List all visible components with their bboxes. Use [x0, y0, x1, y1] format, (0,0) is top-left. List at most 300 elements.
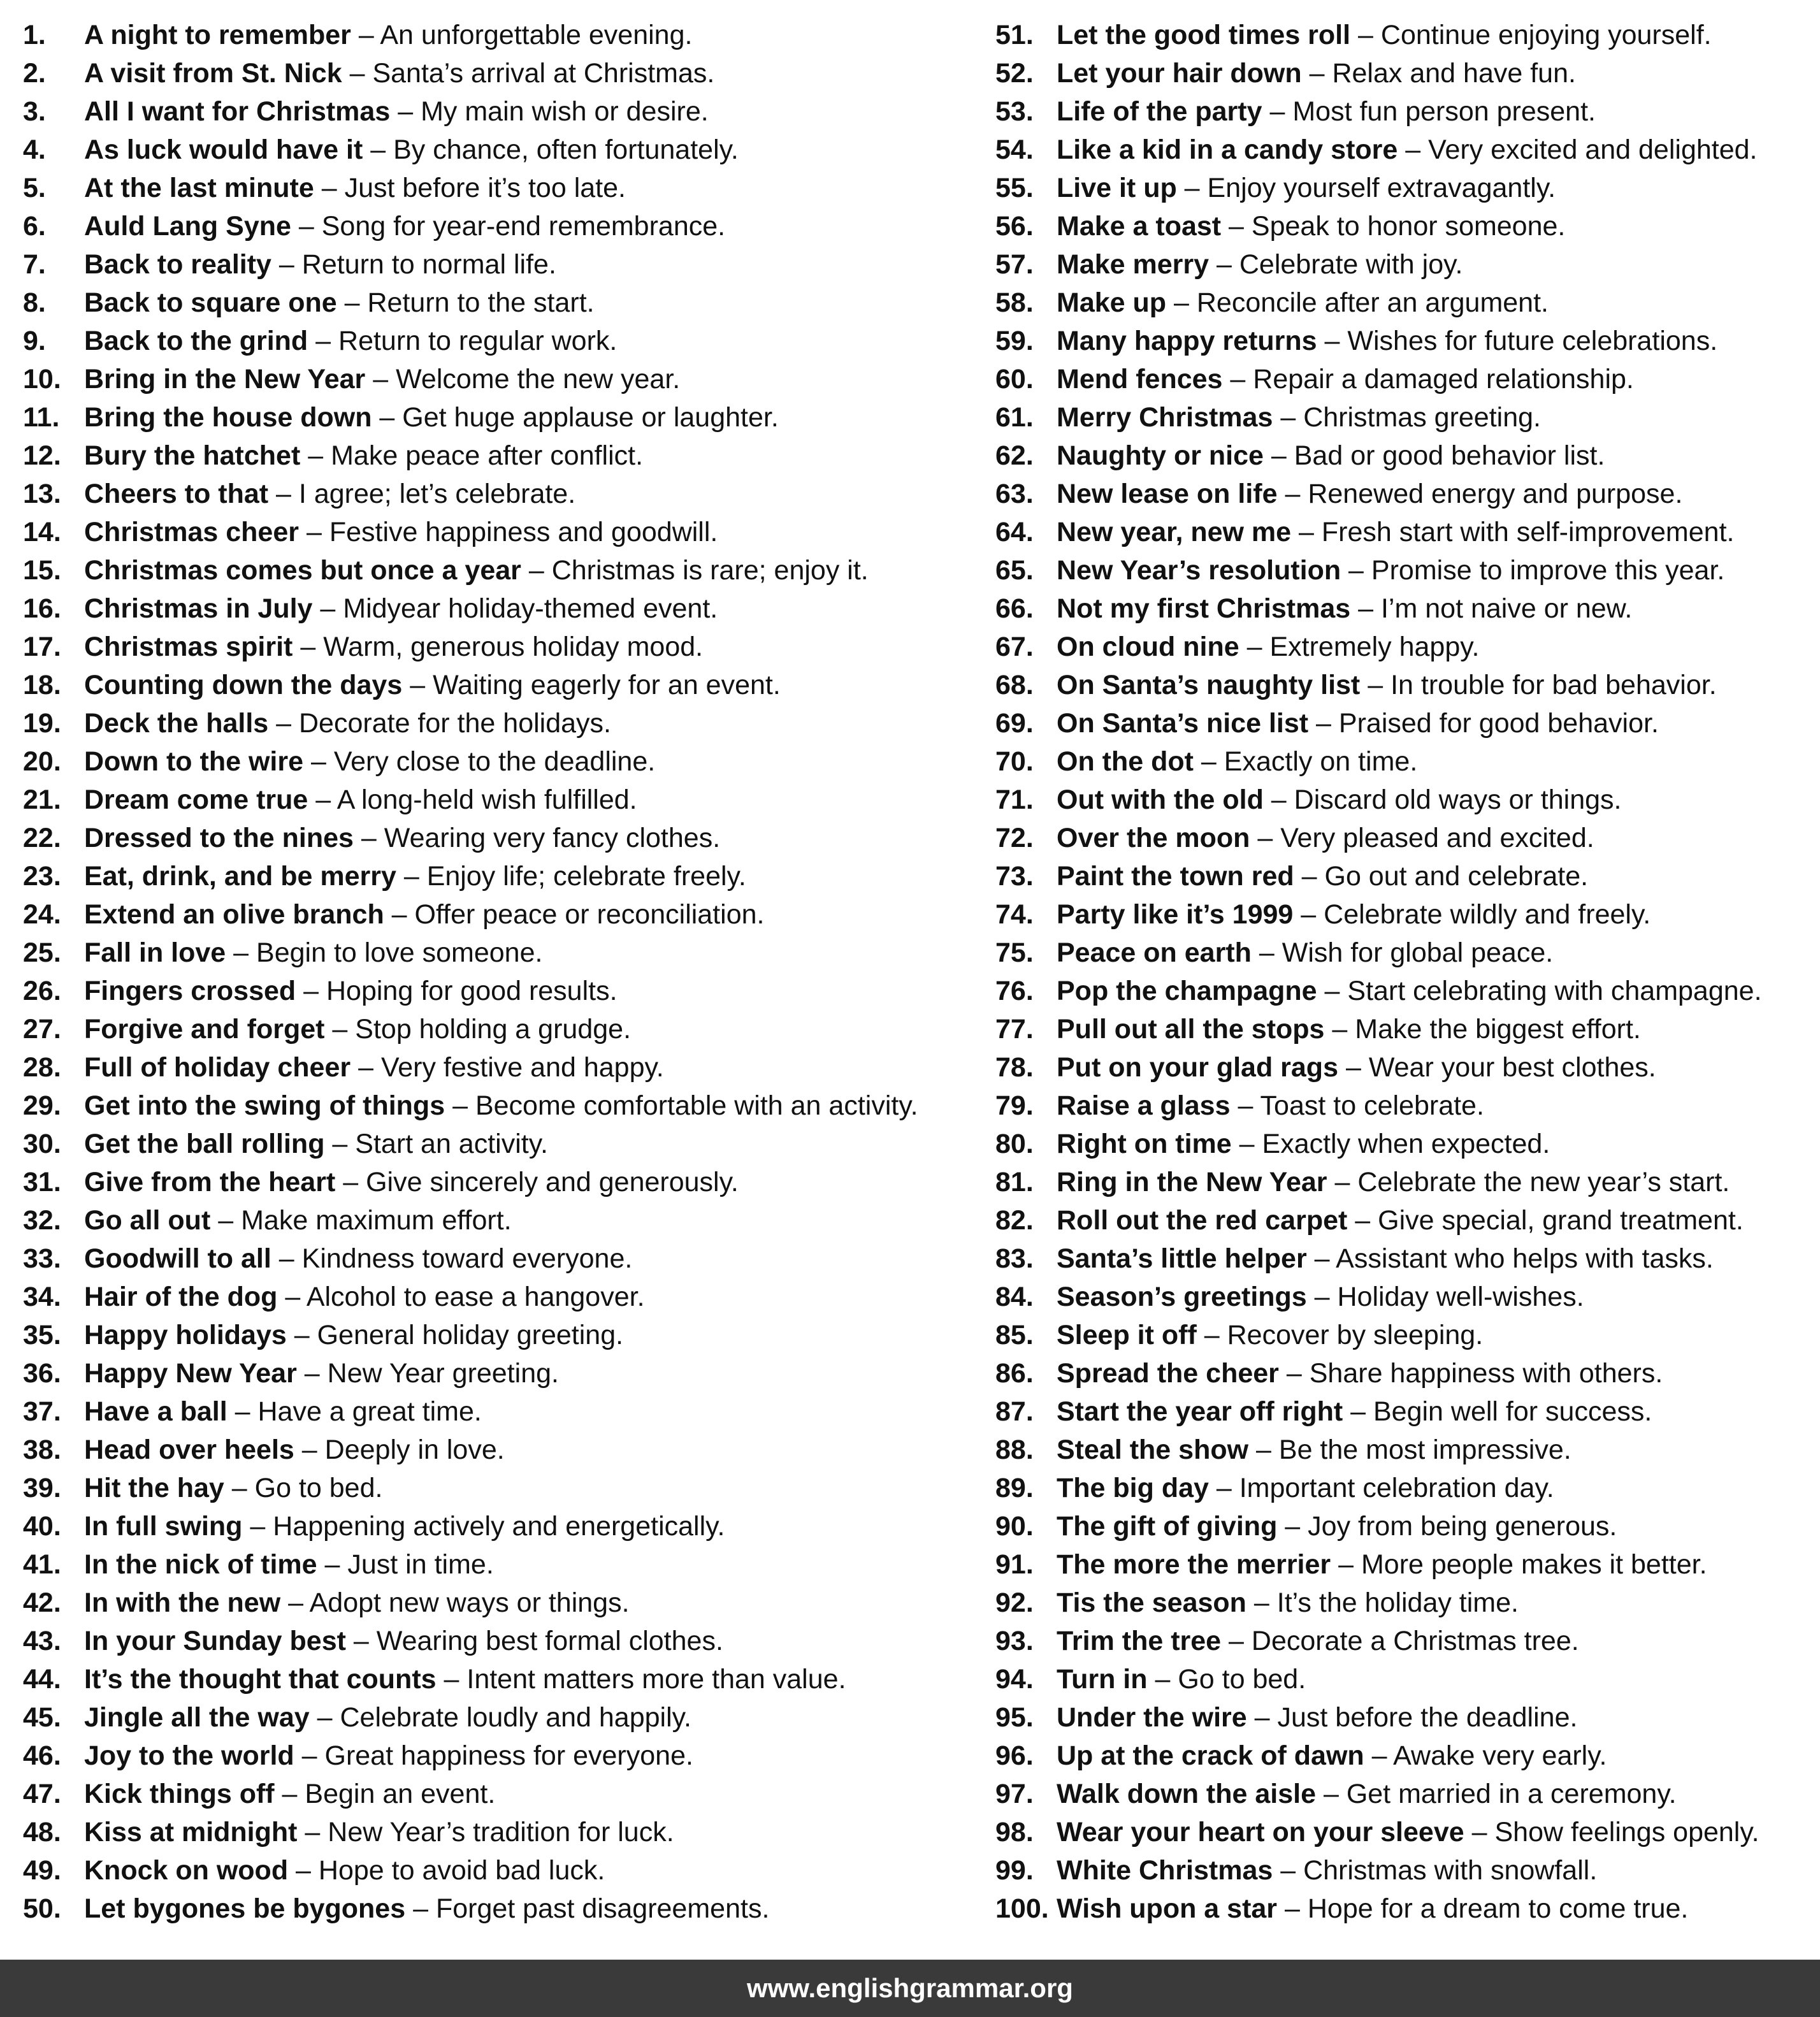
idiom-definition: Recover by sleeping. [1227, 1319, 1484, 1350]
idiom-definition: Great happiness for everyone. [324, 1740, 693, 1771]
idiom-text [1057, 1704, 1577, 1731]
idiom-list-left [23, 16, 966, 1928]
idiom-definition: Fresh start with self-improvement. [1321, 516, 1735, 547]
footer-bar [0, 1960, 1820, 2017]
idiom-definition: Forget past disagreements. [435, 1893, 770, 1924]
idiom-separator: – [384, 899, 415, 930]
idiom-item [995, 1354, 1817, 1392]
idiom-number: 80. [995, 1128, 1034, 1159]
idiom-number: 9. [23, 325, 46, 356]
idiom-separator: – [297, 1816, 328, 1847]
idiom-definition: New Year’s tradition for luck. [328, 1816, 674, 1847]
idiom-definition: Very festive and happy. [380, 1052, 664, 1083]
idiom-item [23, 360, 966, 398]
idiom-text [1057, 633, 1480, 661]
idiom-phrase: Wish upon a star [1057, 1893, 1278, 1924]
idiom-separator: – [317, 1549, 348, 1580]
idiom-definition: Make peace after conflict. [331, 440, 644, 471]
idiom-text [84, 1742, 693, 1770]
idiom-number: 20. [23, 746, 61, 777]
idiom-separator: – [268, 707, 299, 739]
idiom-item [23, 972, 966, 1010]
idiom-number: 66. [995, 593, 1034, 624]
idiom-separator: – [1350, 593, 1381, 624]
idiom-text [84, 1398, 482, 1426]
idiom-text [84, 1510, 725, 1542]
idiom-phrase: Christmas comes but once a year [84, 554, 521, 586]
idiom-definition: Warm, generous holiday mood. [323, 631, 704, 662]
idiom-definition: Alcohol to ease a hangover. [306, 1281, 645, 1312]
idiom-item [23, 1622, 966, 1660]
idiom-definition: Awake very early. [1393, 1740, 1607, 1771]
idiom-item [995, 1240, 1817, 1278]
idiom-number: 53. [995, 96, 1034, 127]
idiom-separator: – [1317, 975, 1348, 1006]
idiom-item [23, 1048, 966, 1087]
idiom-item [995, 895, 1817, 934]
idiom-phrase: Deck the halls [84, 707, 269, 739]
idiom-separator: – [1301, 57, 1332, 89]
idiom-definition: Christmas is rare; enjoy it. [551, 554, 869, 586]
idiom-item [23, 666, 966, 704]
idiom-item [995, 1201, 1817, 1240]
idiom-item [995, 1278, 1817, 1316]
idiom-separator: – [1246, 1587, 1277, 1618]
idiom-item [23, 322, 966, 360]
idiom-text [84, 1551, 494, 1579]
idiom-definition: Wearing very fancy clothes. [384, 822, 721, 853]
idiom-text [84, 860, 746, 892]
idiom-item [23, 475, 966, 513]
idiom-number: 5. [23, 172, 46, 203]
idiom-item [995, 742, 1817, 781]
idiom-separator: – [1221, 1625, 1252, 1656]
idiom-separator: – [1176, 172, 1208, 203]
idiom-definition: I agree; let’s celebrate. [298, 478, 576, 509]
idiom-definition: Speak to honor someone. [1251, 210, 1566, 242]
idiom-separator: – [1316, 1778, 1347, 1809]
idiom-item [995, 1316, 1817, 1354]
idiom-definition: Start celebrating with champagne. [1347, 975, 1762, 1006]
idiom-number: 76. [995, 975, 1034, 1006]
idiom-definition: Be the most impressive. [1278, 1434, 1571, 1465]
idiom-number: 16. [23, 593, 61, 624]
idiom-phrase: Up at the crack of dawn [1057, 1740, 1364, 1771]
idiom-number: 85. [995, 1319, 1034, 1350]
idiom-separator: – [1327, 1166, 1358, 1197]
idiom-number: 60. [995, 363, 1034, 394]
idiom-item [995, 437, 1817, 475]
idiom-phrase: Go all out [84, 1204, 211, 1236]
idiom-definition: Discard old ways or things. [1294, 784, 1622, 815]
idiom-phrase: Cheers to that [84, 478, 269, 509]
idiom-number: 52. [995, 57, 1034, 89]
idiom-text [84, 478, 576, 509]
idiom-item [995, 475, 1817, 513]
idiom-number: 67. [995, 631, 1034, 662]
idiom-item [995, 819, 1817, 857]
idiom-text [84, 1436, 505, 1464]
idiom-separator: – [1230, 1090, 1260, 1121]
idiom-phrase: In full swing [84, 1510, 243, 1542]
idiom-separator: – [1278, 1357, 1310, 1389]
idiom-text [1057, 822, 1594, 853]
idiom-text [84, 1895, 769, 1923]
idiom-definition: Show feelings openly. [1494, 1816, 1759, 1847]
idiom-text [1057, 786, 1621, 814]
idiom-phrase: Auld Lang Syne [84, 210, 291, 242]
idiom-item [995, 1392, 1817, 1431]
idiom-item [23, 1469, 966, 1507]
idiom-item [995, 245, 1817, 284]
idiom-text [84, 1589, 630, 1617]
idiom-phrase: Pull out all the stops [1057, 1013, 1325, 1045]
idiom-definition: In trouble for bad behavior. [1390, 669, 1717, 700]
idiom-text [84, 786, 637, 814]
idiom-definition: Promise to improve this year. [1371, 554, 1725, 586]
idiom-text [84, 363, 681, 394]
idiom-definition: General holiday greeting. [317, 1319, 624, 1350]
idiom-number: 87. [995, 1396, 1034, 1427]
idiom-separator: – [303, 746, 334, 777]
idiom-item [995, 551, 1817, 589]
idiom-item [995, 1010, 1817, 1048]
idiom-number: 91. [995, 1549, 1034, 1580]
idiom-phrase: Put on your glad rags [1057, 1052, 1338, 1083]
idiom-item [995, 1469, 1817, 1507]
idiom-phrase: Roll out the red carpet [1057, 1204, 1348, 1236]
idiom-separator: – [405, 1893, 436, 1924]
idiom-definition: Intent matters more than value. [466, 1663, 846, 1695]
idiom-phrase: On cloud nine [1057, 631, 1239, 662]
idiom-number: 98. [995, 1816, 1034, 1847]
idiom-text [84, 1625, 723, 1656]
idiom-number: 18. [23, 669, 61, 700]
idiom-item [995, 1431, 1817, 1469]
idiom-text [1057, 478, 1683, 509]
idiom-item [23, 1813, 966, 1851]
idiom-item [995, 284, 1817, 322]
idiom-separator: – [299, 516, 329, 547]
idiom-phrase: New Year’s resolution [1057, 554, 1341, 586]
idiom-item [995, 322, 1817, 360]
idiom-phrase: Season’s greetings [1057, 1281, 1307, 1312]
idiom-phrase: Fingers crossed [84, 975, 296, 1006]
idiom-phrase: Counting down the days [84, 669, 403, 700]
idiom-number: 82. [995, 1204, 1034, 1236]
idiom-phrase: Life of the party [1057, 96, 1262, 127]
idiom-definition: Just before it’s too late. [344, 172, 626, 203]
idiom-definition: Hoping for good results. [326, 975, 618, 1006]
idiom-definition: Share happiness with others. [1309, 1357, 1663, 1389]
idiom-number: 11. [23, 401, 60, 433]
idiom-separator: – [1306, 1281, 1338, 1312]
idiom-separator: – [1343, 1396, 1373, 1427]
idiom-phrase: Wear your heart on your sleeve [1057, 1816, 1464, 1847]
idiom-separator: – [271, 249, 302, 280]
idiom-number: 51. [995, 19, 1034, 50]
idiom-definition: Festive happiness and goodwill. [329, 516, 718, 547]
idiom-item [995, 1048, 1817, 1087]
idiom-separator: – [353, 822, 384, 853]
idiom-phrase: Kiss at midnight [84, 1816, 298, 1847]
idiom-text [84, 939, 542, 967]
idiom-item [23, 1392, 966, 1431]
idiom-phrase: Like a kid in a candy store [1057, 134, 1398, 165]
idiom-number: 29. [23, 1090, 61, 1121]
idiom-number: 7. [23, 249, 46, 280]
idiom-item [23, 284, 966, 322]
idiom-number: 34. [23, 1281, 61, 1312]
idiom-definition: Make maximum effort. [241, 1204, 512, 1236]
idiom-separator: – [300, 440, 331, 471]
idiom-definition: Very excited and delighted. [1428, 134, 1758, 165]
idiom-definition: My main wish or desire. [421, 96, 709, 127]
idiom-number: 43. [23, 1625, 61, 1656]
idiom-phrase: At the last minute [84, 172, 314, 203]
idiom-item [995, 1087, 1817, 1125]
idiom-number: 32. [23, 1204, 61, 1236]
idiom-phrase: Spread the cheer [1057, 1357, 1279, 1389]
idiom-phrase: Bring the house down [84, 401, 372, 433]
idiom-number: 13. [23, 478, 61, 509]
idiom-number: 35. [23, 1319, 61, 1350]
idiom-text [1057, 1357, 1663, 1389]
idiom-number: 68. [995, 669, 1034, 700]
idiom-separator: – [336, 287, 368, 318]
idiom-number: 27. [23, 1013, 61, 1045]
idiom-number: 58. [995, 287, 1034, 318]
idiom-text [1057, 1742, 1607, 1770]
idiom-item [23, 1775, 966, 1813]
idiom-separator: – [294, 1434, 325, 1465]
idiom-phrase: Mend fences [1057, 363, 1223, 394]
idiom-phrase: Let your hair down [1057, 57, 1302, 89]
idiom-text [1057, 1319, 1484, 1350]
idiom-definition: Celebrate loudly and happily. [340, 1702, 691, 1733]
idiom-number: 10. [23, 363, 61, 394]
idiom-text [84, 1854, 605, 1886]
idiom-number: 62. [995, 440, 1034, 471]
idiom-definition: Bad or good behavior list. [1294, 440, 1605, 471]
idiom-separator: – [280, 1587, 310, 1618]
idiom-text [84, 136, 739, 164]
idiom-number: 86. [995, 1357, 1034, 1389]
idiom-text [1057, 401, 1541, 433]
idiom-definition: Christmas with snowfall. [1303, 1854, 1598, 1886]
idiom-text [84, 1166, 739, 1197]
idiom-separator: – [1166, 287, 1197, 318]
idiom-phrase: Give from the heart [84, 1166, 336, 1197]
idiom-number: 3. [23, 96, 46, 127]
idiom-number: 97. [995, 1778, 1034, 1809]
idiom-item [995, 131, 1817, 169]
idiom-text [1057, 172, 1556, 203]
idiom-phrase: Fall in love [84, 937, 226, 968]
idiom-item [995, 92, 1817, 131]
idiom-definition: Have a great time. [257, 1396, 482, 1427]
idiom-separator: – [445, 1090, 475, 1121]
idiom-definition: Give special, grand treatment. [1378, 1204, 1744, 1236]
idiom-definition: Happening actively and energetically. [273, 1510, 725, 1542]
idiom-definition: Welcome the new year. [396, 363, 681, 394]
idiom-number: 81. [995, 1166, 1034, 1197]
idiom-phrase: Back to the grind [84, 325, 308, 356]
idiom-separator: – [1231, 1128, 1262, 1159]
idiom-number: 38. [23, 1434, 61, 1465]
idiom-separator: – [1263, 440, 1294, 471]
idiom-text [1057, 1510, 1617, 1542]
idiom-number: 69. [995, 707, 1034, 739]
idiom-number: 41. [23, 1549, 61, 1580]
idiom-phrase: On the dot [1057, 746, 1194, 777]
idiom-item [995, 1737, 1817, 1775]
idiom-item [23, 1851, 966, 1890]
idiom-definition: Go out and celebrate. [1324, 860, 1589, 892]
idiom-text [84, 1357, 559, 1389]
idiom-item [23, 934, 966, 972]
idiom-definition: Become comfortable with an activity. [475, 1090, 918, 1121]
idiom-text [84, 901, 765, 929]
idiom-definition: Get married in a ceremony. [1346, 1778, 1677, 1809]
idiom-definition: Wearing best formal clothes. [376, 1625, 723, 1656]
idiom-definition: Wishes for future celebrations. [1347, 325, 1718, 356]
idiom-separator: – [1308, 707, 1339, 739]
idiom-text [1057, 1472, 1554, 1503]
idiom-definition: Renewed energy and purpose. [1308, 478, 1683, 509]
idiom-text [84, 1319, 624, 1350]
idiom-phrase: Paint the town red [1057, 860, 1294, 892]
idiom-phrase: Have a ball [84, 1396, 227, 1427]
idiom-text [84, 251, 556, 278]
idiom-item [995, 1890, 1817, 1928]
idiom-separator: – [224, 1472, 255, 1503]
idiom-text [84, 1128, 548, 1159]
idiom-text [1057, 1398, 1652, 1426]
idiom-text [1057, 748, 1417, 776]
idiom-item [995, 1125, 1817, 1163]
idiom-separator: – [1398, 134, 1429, 165]
idiom-phrase: Sleep it off [1057, 1319, 1197, 1350]
idiom-separator: – [324, 1128, 356, 1159]
idiom-separator: – [294, 1740, 325, 1771]
idiom-text [1057, 1663, 1306, 1695]
idiom-definition: Midyear holiday-themed event. [343, 593, 718, 624]
idiom-text [1057, 595, 1632, 623]
idiom-phrase: Knock on wood [84, 1854, 289, 1886]
idiom-phrase: New year, new me [1057, 516, 1292, 547]
idiom-separator: – [1273, 401, 1304, 433]
idiom-item [995, 972, 1817, 1010]
idiom-item [995, 666, 1817, 704]
idiom-separator: – [1364, 1740, 1394, 1771]
idiom-item [23, 551, 966, 589]
idiom-number: 56. [995, 210, 1034, 242]
idiom-text [84, 57, 715, 89]
idiom-separator: – [1193, 746, 1224, 777]
idiom-item [995, 1622, 1817, 1660]
idiom-separator: – [1294, 860, 1325, 892]
idiom-definition: Make the biggest effort. [1355, 1013, 1641, 1045]
idiom-number: 47. [23, 1778, 61, 1809]
idiom-separator: – [521, 554, 552, 586]
idiom-text [84, 707, 611, 739]
idiom-item [23, 92, 966, 131]
idiom-item [995, 1851, 1817, 1890]
idiom-text [84, 633, 703, 661]
idiom-definition: Go to bed. [254, 1472, 383, 1503]
idiom-separator: – [350, 1052, 381, 1083]
idiom-phrase: Under the wire [1057, 1702, 1247, 1733]
idiom-item [995, 1584, 1817, 1622]
idiom-number: 2. [23, 57, 46, 89]
idiom-separator: – [288, 1854, 319, 1886]
idiom-number: 37. [23, 1396, 61, 1427]
idiom-text [84, 1054, 664, 1081]
idiom-item [23, 1278, 966, 1316]
idiom-item [23, 704, 966, 742]
idiom-text [84, 516, 718, 547]
idiom-item [995, 513, 1817, 551]
idiom-item [23, 245, 966, 284]
idiom-number: 71. [995, 784, 1034, 815]
idiom-definition: Adopt new ways or things. [309, 1587, 630, 1618]
idiom-definition: Very close to the deadline. [333, 746, 656, 777]
idiom-separator: – [291, 210, 322, 242]
idiom-item [23, 131, 966, 169]
idiom-list-right [995, 16, 1817, 1928]
idiom-definition: Hope to avoid bad luck. [318, 1854, 605, 1886]
idiom-phrase: Start the year off right [1057, 1396, 1343, 1427]
idiom-phrase: Tis the season [1057, 1587, 1246, 1618]
idiom-text [1057, 1816, 1759, 1847]
idiom-definition: Very pleased and excited. [1280, 822, 1594, 853]
idiom-number: 4. [23, 134, 46, 165]
idiom-text [1057, 1092, 1484, 1120]
idiom-text [84, 210, 726, 242]
idiom-item [23, 1698, 966, 1737]
idiom-phrase: Party like it’s 1999 [1057, 899, 1294, 930]
idiom-definition: It’s the holiday time. [1276, 1587, 1519, 1618]
idiom-item [995, 934, 1817, 972]
idiom-item [23, 1507, 966, 1545]
idiom-phrase: As luck would have it [84, 134, 363, 165]
idiom-number: 21. [23, 784, 61, 815]
idiom-definition: Continue enjoying yourself. [1380, 19, 1712, 50]
idiom-definition: Repair a damaged relationship. [1253, 363, 1634, 394]
idiom-definition: Song for year-end remembrance. [321, 210, 726, 242]
idiom-number: 54. [995, 134, 1034, 165]
idiom-number: 46. [23, 1740, 61, 1771]
idiom-text [84, 1092, 918, 1120]
idiom-phrase: Dressed to the nines [84, 822, 354, 853]
idiom-text [84, 595, 718, 623]
idiom-text [1057, 901, 1650, 929]
idiom-separator: – [314, 172, 345, 203]
idiom-definition: Celebrate wildly and freely. [1324, 899, 1651, 930]
idiom-number: 79. [995, 1090, 1034, 1121]
idiom-number: 48. [23, 1816, 61, 1847]
idiom-definition: Praised for good behavior. [1338, 707, 1659, 739]
idiom-text [1057, 363, 1634, 394]
idiom-number: 92. [995, 1587, 1034, 1618]
idiom-phrase: On Santa’s nice list [1057, 707, 1309, 739]
idiom-separator: – [1209, 249, 1239, 280]
idiom-item [23, 1545, 966, 1584]
idiom-definition: Important celebration day. [1239, 1472, 1554, 1503]
idiom-separator: – [308, 325, 339, 356]
idiom-definition: Get huge applause or laughter. [402, 401, 779, 433]
